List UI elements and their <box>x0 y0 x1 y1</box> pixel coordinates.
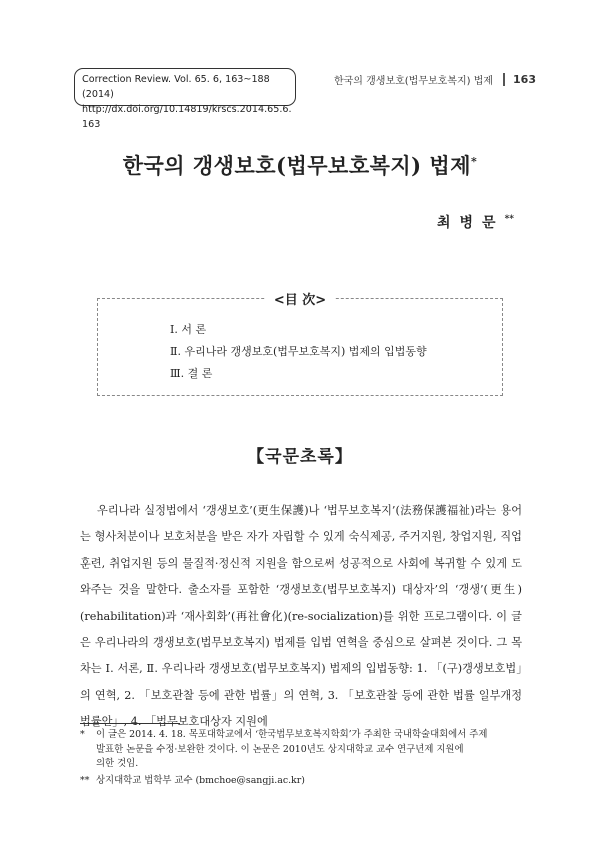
footnote-line: 의한 것임. <box>96 758 139 770</box>
running-head-divider <box>503 73 505 86</box>
abstract-heading: 【국문초록】 <box>247 447 353 467</box>
footnote-line: 이 글은 2014. 4. 18. 목포대학교에서 ‘한국법무보호복지학회’가 주최한 국내학술대회에서 주제 <box>96 729 488 740</box>
toc-title: <目 次> <box>266 293 334 308</box>
author-footnote-mark: ** <box>504 214 514 225</box>
footnote-mark: * <box>80 729 85 740</box>
paper-title <box>0 150 600 180</box>
toc-item: Ⅰ. 서 론 <box>170 323 207 336</box>
page-number: 163 <box>513 73 536 86</box>
footnote-line: 발표한 논문을 수정·보완한 것이다. 이 논문은 2010년도 상지대학교 교수 연구년제 지원에 <box>96 743 464 755</box>
citation-box <box>74 68 296 130</box>
toc-item: Ⅲ. 결 론 <box>170 367 213 380</box>
paper-title-text: 한국의 갱생보호(법무보호복지) 법제 <box>122 153 472 178</box>
footnote-mark: ** <box>80 775 90 786</box>
footnote-2 <box>80 774 530 789</box>
journal-citation: Correction Review. Vol. 65. 6, 163~188 (2014) <box>82 74 270 100</box>
footnote-1 <box>80 728 530 772</box>
abstract-body <box>80 498 522 736</box>
abstract-paragraph: 우리나라 실정법에서 ‘갱생보호’(更生保護)나 ‘법무보호복지’(法務保護福祉)라는 용어는 형사처분이나 보호처분을 받은 자가 자립할 수 있게 숙식제공, 주거지원, 창업지원, 직업훈련, 취업지원 등의 물질적·정신적 지원을 함으로써 성공적으로 사회에 복귀할 수 있게 도와주는 것을 말한다. 출소자를 포함한 ‘갱생보호(법무보호복지) 대상자’의 ‘갱생’(更生)(rehabilitation)과 ‘재사회화’(再社會化)(re-socialization)를 위한 프로그램이다. 이 글은 우리나라의 갱생보호(법무보호복지) 법제를 입법 연혁을 중심으로 살펴본 것이다. 그 목차는 Ⅰ. 서론, Ⅱ. 우리나라 갱생보호(법무보호복지) 법제의 입법동향: 1. 「(구)갱생보호법」의 연혁, 2. 「보호관찰 등에 관한 법률」의 연혁, 3. 「보호관찰 등에 관한 법률 일부개정법률안」, 4. 「법무보호대상자 지원에 <box>80 504 522 729</box>
author-name-text: 최병문 <box>437 215 505 231</box>
author-name <box>437 212 514 232</box>
title-footnote-mark: * <box>471 155 478 168</box>
footnote-line: 상지대학교 법학부 교수 (bmchoe@sangji.ac.kr) <box>96 775 305 786</box>
running-head-title: 한국의 갱생보호(법무보호복지) 법제 <box>333 76 494 87</box>
table-of-contents <box>97 293 503 396</box>
footnote-divider <box>80 723 180 724</box>
toc-item: Ⅱ. 우리나라 갱생보호(법무보호복지) 법제의 입법동향 <box>170 345 427 358</box>
doi-link[interactable]: http://dx.doi.org/10.14819/krscs.2014.65.6. 163 <box>82 104 292 130</box>
running-head <box>334 72 536 87</box>
